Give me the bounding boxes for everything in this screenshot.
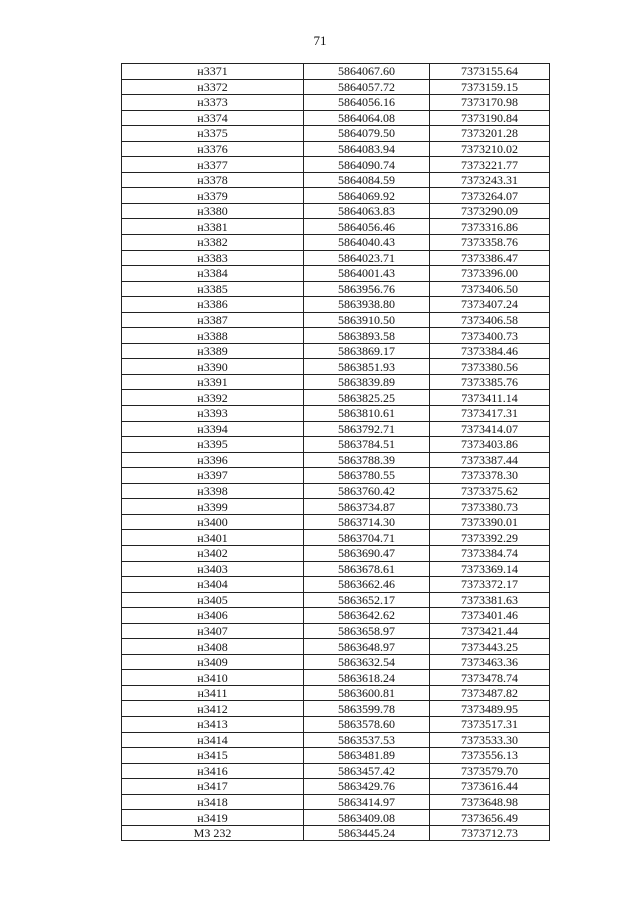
y-coordinate-cell: 7373316.86 xyxy=(430,219,550,235)
table-row xyxy=(122,794,550,810)
table-row xyxy=(122,577,550,593)
y-coordinate-cell: 7373396.00 xyxy=(430,266,550,282)
x-coordinate-cell: 5863851.93 xyxy=(304,359,430,375)
y-coordinate-cell: 7373421.44 xyxy=(430,623,550,639)
table-row xyxy=(122,390,550,406)
point-id-cell: н3374 xyxy=(122,110,304,126)
point-id-cell: н3410 xyxy=(122,670,304,686)
table-row xyxy=(122,763,550,779)
point-id-cell: н3407 xyxy=(122,623,304,639)
table-row xyxy=(122,499,550,515)
table-row xyxy=(122,452,550,468)
y-coordinate-cell: 7373159.15 xyxy=(430,79,550,95)
x-coordinate-cell: 5864083.94 xyxy=(304,141,430,157)
point-id-cell: н3411 xyxy=(122,685,304,701)
table-row xyxy=(122,79,550,95)
point-id-cell: н3387 xyxy=(122,312,304,328)
x-coordinate-cell: 5864056.16 xyxy=(304,95,430,111)
y-coordinate-cell: 7373201.28 xyxy=(430,126,550,142)
point-id-cell: н3398 xyxy=(122,483,304,499)
x-coordinate-cell: 5863658.97 xyxy=(304,623,430,639)
point-id-cell: н3389 xyxy=(122,343,304,359)
y-coordinate-cell: 7373712.73 xyxy=(430,825,550,841)
x-coordinate-cell: 5863481.89 xyxy=(304,748,430,764)
y-coordinate-cell: 7373648.98 xyxy=(430,794,550,810)
y-coordinate-cell: 7373210.02 xyxy=(430,141,550,157)
x-coordinate-cell: 5863910.50 xyxy=(304,312,430,328)
point-id-cell: н3399 xyxy=(122,499,304,515)
y-coordinate-cell: 7373390.01 xyxy=(430,514,550,530)
x-coordinate-cell: 5863869.17 xyxy=(304,343,430,359)
point-id-cell: н3393 xyxy=(122,406,304,422)
x-coordinate-cell: 5864090.74 xyxy=(304,157,430,173)
x-coordinate-cell: 5863652.17 xyxy=(304,592,430,608)
table-row xyxy=(122,639,550,655)
x-coordinate-cell: 5863537.53 xyxy=(304,732,430,748)
table-row xyxy=(122,95,550,111)
y-coordinate-cell: 7373406.50 xyxy=(430,281,550,297)
y-coordinate-cell: 7373372.17 xyxy=(430,577,550,593)
y-coordinate-cell: 7373400.73 xyxy=(430,328,550,344)
table-row xyxy=(122,437,550,453)
table-row xyxy=(122,281,550,297)
table-row xyxy=(122,172,550,188)
x-coordinate-cell: 5863648.97 xyxy=(304,639,430,655)
table-row xyxy=(122,141,550,157)
y-coordinate-cell: 7373378.30 xyxy=(430,468,550,484)
point-id-cell: н3415 xyxy=(122,748,304,764)
y-coordinate-cell: 7373380.56 xyxy=(430,359,550,375)
x-coordinate-cell: 5863714.30 xyxy=(304,514,430,530)
point-id-cell: н3383 xyxy=(122,250,304,266)
table-row xyxy=(122,297,550,313)
table-row xyxy=(122,561,550,577)
y-coordinate-cell: 7373406.58 xyxy=(430,312,550,328)
point-id-cell: н3384 xyxy=(122,266,304,282)
x-coordinate-cell: 5863825.25 xyxy=(304,390,430,406)
point-id-cell: н3380 xyxy=(122,203,304,219)
y-coordinate-cell: 7373411.14 xyxy=(430,390,550,406)
y-coordinate-cell: 7373616.44 xyxy=(430,779,550,795)
y-coordinate-cell: 7373290.09 xyxy=(430,203,550,219)
y-coordinate-cell: 7373243.31 xyxy=(430,172,550,188)
table-row xyxy=(122,608,550,624)
y-coordinate-cell: 7373407.24 xyxy=(430,297,550,313)
y-coordinate-cell: 7373155.64 xyxy=(430,64,550,80)
y-coordinate-cell: 7373656.49 xyxy=(430,810,550,826)
x-coordinate-cell: 5864079.50 xyxy=(304,126,430,142)
point-id-cell: н3378 xyxy=(122,172,304,188)
x-coordinate-cell: 5863409.08 xyxy=(304,810,430,826)
y-coordinate-cell: 7373401.46 xyxy=(430,608,550,624)
table-row xyxy=(122,406,550,422)
point-id-cell: н3419 xyxy=(122,810,304,826)
y-coordinate-cell: 7373264.07 xyxy=(430,188,550,204)
point-id-cell: н3409 xyxy=(122,654,304,670)
y-coordinate-cell: 7373358.76 xyxy=(430,235,550,251)
point-id-cell: н3376 xyxy=(122,141,304,157)
table-row xyxy=(122,716,550,732)
table-row xyxy=(122,126,550,142)
x-coordinate-cell: 5863662.46 xyxy=(304,577,430,593)
table-row xyxy=(122,545,550,561)
x-coordinate-cell: 5863618.24 xyxy=(304,670,430,686)
x-coordinate-cell: 5863784.51 xyxy=(304,437,430,453)
y-coordinate-cell: 7373463.36 xyxy=(430,654,550,670)
point-id-cell: н3416 xyxy=(122,763,304,779)
table-row xyxy=(122,110,550,126)
page-number: 71 xyxy=(313,33,327,48)
point-id-cell: н3412 xyxy=(122,701,304,717)
y-coordinate-cell: 7373190.84 xyxy=(430,110,550,126)
x-coordinate-cell: 5863632.54 xyxy=(304,654,430,670)
point-id-cell: н3408 xyxy=(122,639,304,655)
point-id-cell: н3371 xyxy=(122,64,304,80)
table-row xyxy=(122,468,550,484)
point-id-cell: н3375 xyxy=(122,126,304,142)
y-coordinate-cell: 7373392.29 xyxy=(430,530,550,546)
x-coordinate-cell: 5864084.59 xyxy=(304,172,430,188)
table-row xyxy=(122,328,550,344)
x-coordinate-cell: 5863780.55 xyxy=(304,468,430,484)
point-id-cell: н3388 xyxy=(122,328,304,344)
x-coordinate-cell: 5863678.61 xyxy=(304,561,430,577)
point-id-cell: МЗ 232 xyxy=(122,825,304,841)
x-coordinate-cell: 5863734.87 xyxy=(304,499,430,515)
table-row xyxy=(122,654,550,670)
y-coordinate-cell: 7373375.62 xyxy=(430,483,550,499)
point-id-cell: н3397 xyxy=(122,468,304,484)
point-id-cell: н3391 xyxy=(122,374,304,390)
table-row xyxy=(122,157,550,173)
x-coordinate-cell: 5863445.24 xyxy=(304,825,430,841)
x-coordinate-cell: 5864001.43 xyxy=(304,266,430,282)
y-coordinate-cell: 7373170.98 xyxy=(430,95,550,111)
x-coordinate-cell: 5863792.71 xyxy=(304,421,430,437)
x-coordinate-cell: 5863457.42 xyxy=(304,763,430,779)
x-coordinate-cell: 5863704.71 xyxy=(304,530,430,546)
y-coordinate-cell: 7373414.07 xyxy=(430,421,550,437)
point-id-cell: н3413 xyxy=(122,716,304,732)
y-coordinate-cell: 7373517.31 xyxy=(430,716,550,732)
y-coordinate-cell: 7373556.13 xyxy=(430,748,550,764)
point-id-cell: н3382 xyxy=(122,235,304,251)
y-coordinate-cell: 7373489.95 xyxy=(430,701,550,717)
point-id-cell: н3396 xyxy=(122,452,304,468)
x-coordinate-cell: 5863578.60 xyxy=(304,716,430,732)
point-id-cell: н3385 xyxy=(122,281,304,297)
y-coordinate-cell: 7373385.76 xyxy=(430,374,550,390)
point-id-cell: н3406 xyxy=(122,608,304,624)
table-row xyxy=(122,732,550,748)
point-id-cell: н3372 xyxy=(122,79,304,95)
point-id-cell: н3417 xyxy=(122,779,304,795)
x-coordinate-cell: 5863956.76 xyxy=(304,281,430,297)
x-coordinate-cell: 5864067.60 xyxy=(304,64,430,80)
y-coordinate-cell: 7373478.74 xyxy=(430,670,550,686)
table-row xyxy=(122,359,550,375)
table-row xyxy=(122,266,550,282)
table-row xyxy=(122,235,550,251)
table-row xyxy=(122,203,550,219)
point-id-cell: н3373 xyxy=(122,95,304,111)
point-id-cell: н3394 xyxy=(122,421,304,437)
point-id-cell: н3395 xyxy=(122,437,304,453)
x-coordinate-cell: 5863429.76 xyxy=(304,779,430,795)
y-coordinate-cell: 7373443.25 xyxy=(430,639,550,655)
y-coordinate-cell: 7373487.82 xyxy=(430,685,550,701)
point-id-cell: н3377 xyxy=(122,157,304,173)
point-id-cell: н3401 xyxy=(122,530,304,546)
table-row xyxy=(122,779,550,795)
point-id-cell: н3405 xyxy=(122,592,304,608)
table-row xyxy=(122,825,550,841)
y-coordinate-cell: 7373384.74 xyxy=(430,545,550,561)
table-row xyxy=(122,530,550,546)
x-coordinate-cell: 5863810.61 xyxy=(304,406,430,422)
point-id-cell: н3414 xyxy=(122,732,304,748)
x-coordinate-cell: 5863893.58 xyxy=(304,328,430,344)
table-row xyxy=(122,670,550,686)
y-coordinate-cell: 7373403.86 xyxy=(430,437,550,453)
table-row xyxy=(122,312,550,328)
table-row xyxy=(122,188,550,204)
coordinates-table-body xyxy=(122,64,550,841)
x-coordinate-cell: 5863414.97 xyxy=(304,794,430,810)
x-coordinate-cell: 5864023.71 xyxy=(304,250,430,266)
point-id-cell: н3418 xyxy=(122,794,304,810)
y-coordinate-cell: 7373417.31 xyxy=(430,406,550,422)
table-row xyxy=(122,219,550,235)
point-id-cell: н3386 xyxy=(122,297,304,313)
point-id-cell: н3404 xyxy=(122,577,304,593)
table-row xyxy=(122,64,550,80)
x-coordinate-cell: 5864063.83 xyxy=(304,203,430,219)
x-coordinate-cell: 5864040.43 xyxy=(304,235,430,251)
y-coordinate-cell: 7373387.44 xyxy=(430,452,550,468)
point-id-cell: н3392 xyxy=(122,390,304,406)
x-coordinate-cell: 5863690.47 xyxy=(304,545,430,561)
table-row xyxy=(122,483,550,499)
table-row xyxy=(122,701,550,717)
coordinates-table xyxy=(121,63,550,841)
table-row xyxy=(122,748,550,764)
x-coordinate-cell: 5864064.08 xyxy=(304,110,430,126)
x-coordinate-cell: 5863642.62 xyxy=(304,608,430,624)
table-row xyxy=(122,810,550,826)
table-row xyxy=(122,250,550,266)
point-id-cell: н3400 xyxy=(122,514,304,530)
y-coordinate-cell: 7373369.14 xyxy=(430,561,550,577)
table-row xyxy=(122,685,550,701)
x-coordinate-cell: 5863938.80 xyxy=(304,297,430,313)
x-coordinate-cell: 5863599.78 xyxy=(304,701,430,717)
x-coordinate-cell: 5864056.46 xyxy=(304,219,430,235)
point-id-cell: н3402 xyxy=(122,545,304,561)
point-id-cell: н3379 xyxy=(122,188,304,204)
y-coordinate-cell: 7373579.70 xyxy=(430,763,550,779)
y-coordinate-cell: 7373381.63 xyxy=(430,592,550,608)
table-row xyxy=(122,421,550,437)
x-coordinate-cell: 5864069.92 xyxy=(304,188,430,204)
point-id-cell: н3381 xyxy=(122,219,304,235)
y-coordinate-cell: 7373380.73 xyxy=(430,499,550,515)
x-coordinate-cell: 5863600.81 xyxy=(304,685,430,701)
table-row xyxy=(122,343,550,359)
table-row xyxy=(122,592,550,608)
table-row xyxy=(122,374,550,390)
y-coordinate-cell: 7373221.77 xyxy=(430,157,550,173)
point-id-cell: н3403 xyxy=(122,561,304,577)
table-row xyxy=(122,514,550,530)
x-coordinate-cell: 5863788.39 xyxy=(304,452,430,468)
y-coordinate-cell: 7373386.47 xyxy=(430,250,550,266)
y-coordinate-cell: 7373384.46 xyxy=(430,343,550,359)
x-coordinate-cell: 5863839.89 xyxy=(304,374,430,390)
x-coordinate-cell: 5863760.42 xyxy=(304,483,430,499)
point-id-cell: н3390 xyxy=(122,359,304,375)
y-coordinate-cell: 7373533.30 xyxy=(430,732,550,748)
x-coordinate-cell: 5864057.72 xyxy=(304,79,430,95)
table-row xyxy=(122,623,550,639)
